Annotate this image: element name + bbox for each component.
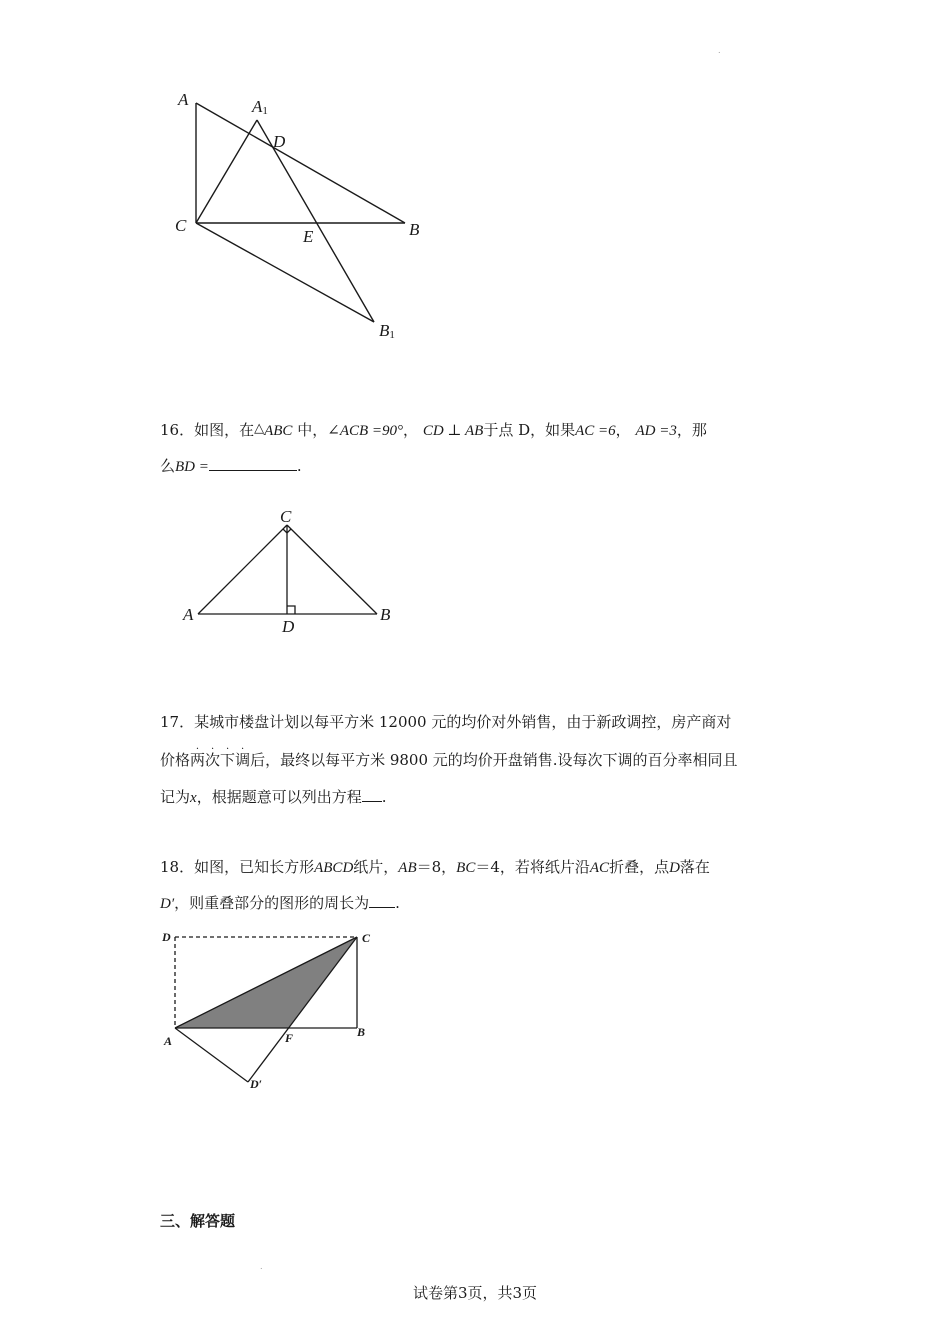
label-C: C [280,507,292,526]
label-A: A [178,90,189,109]
label-D: D [273,132,286,151]
segment-AC [198,525,287,614]
label-C: C [175,216,187,235]
question-number: 16． [160,421,195,439]
label-C: C [362,931,371,945]
question-17-line1: 17．某城市楼盘计划以每平方米 12000 元的均价对外销售，由于新政调控，房产商对 [160,713,732,731]
question-17-line3: 记为x，根据题意可以列出方程 . [160,788,387,806]
label-B: B [380,605,391,624]
label-D-prime: D′ [250,1077,263,1091]
question-16-line1: 16．如图，在△ABC 中，∠ACB =90°， CD ⊥ AB于点 D，如果AC =6， AD =3，那 [160,421,707,439]
question-number: 18． [160,858,195,876]
figure-right-triangle-altitude [175,500,405,640]
question-17-line2: 价格 . 两 . 次 . 下 . 调后，最终以每平方米 9800 元的均价开盘销售.设每次下调的百分率相同且 [160,741,738,769]
label-F: F [285,1031,294,1045]
answer-blank[interactable] [369,893,395,908]
segment-CB1 [196,223,374,322]
question-16-line2: 么BD = . [160,457,302,475]
label-A: A [183,605,194,624]
footer-mark: . [260,1262,263,1271]
segment-AB [196,103,405,223]
section-heading: 三、解答题 [160,1212,236,1230]
label-D: D [282,617,295,636]
figure-rotated-triangles [160,85,450,350]
label-B: B [357,1025,366,1039]
segment-AD-prime [175,1028,248,1082]
page-footer: 试卷第3页，共3页 [412,1284,538,1302]
label-D: D [162,930,171,944]
segment-CA1 [196,120,257,223]
label-A: A [164,1034,173,1048]
answer-blank[interactable] [209,456,297,471]
segment-CB [287,525,377,614]
label-A1: A1 [252,97,268,117]
corner-mark: . [718,46,721,55]
label-B1: B1 [379,321,395,341]
figure-folded-rectangle [155,925,385,1095]
question-18-line2: D′，则重叠部分的图形的周长为 . [160,894,400,912]
answer-blank[interactable] [362,787,382,802]
question-18-line1: 18．如图，已知长方形ABCD纸片，AB＝8，BC＝4，若将纸片沿AC折叠，点D落在 [160,858,710,876]
question-number: 17． [160,713,195,731]
label-E: E [303,227,314,246]
label-B: B [409,220,420,239]
right-angle-mark-D [287,606,295,614]
